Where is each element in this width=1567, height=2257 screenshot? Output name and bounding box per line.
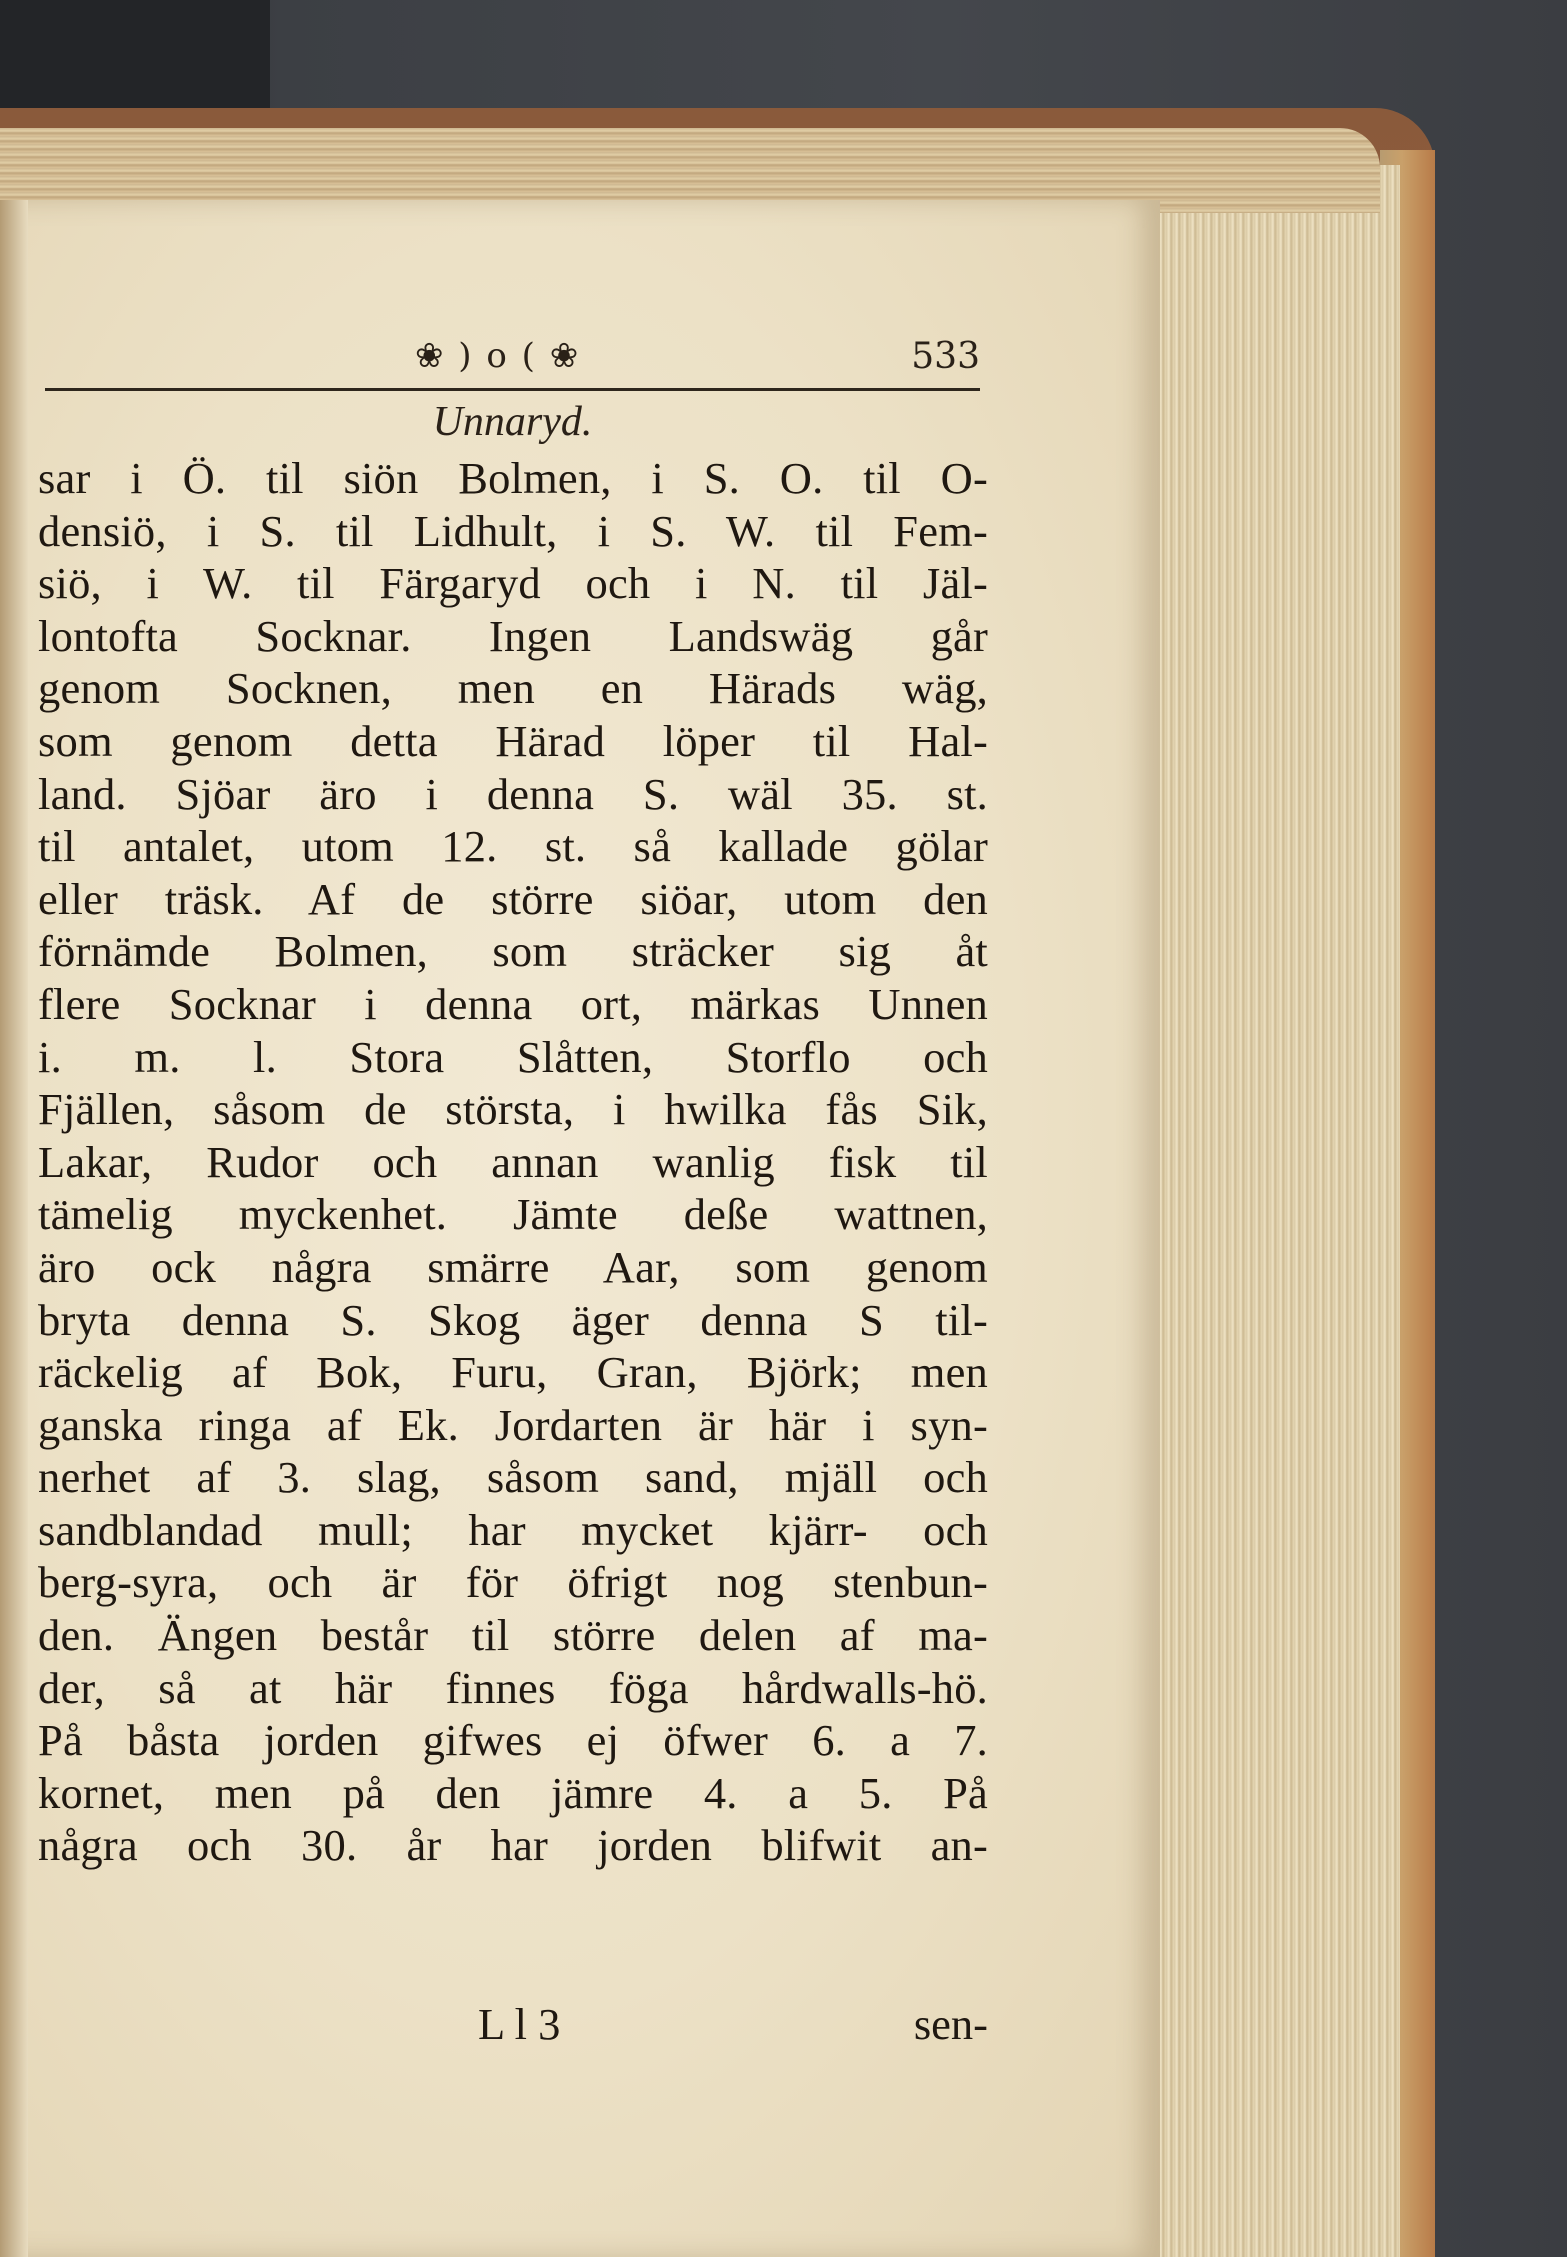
text-line: sandblandad mull; har mycket kjärr- och <box>38 1504 988 1555</box>
text-line: ganska ringa af Ek. Jordarten är här i syn- <box>38 1399 988 1450</box>
text-line: som genom detta Härad löper til Hal- <box>38 715 988 766</box>
text-line: densiö, i S. til Lidhult, i S. W. til Fem- <box>38 505 988 556</box>
text-line: några och 30. år har jorden blifwit an- <box>38 1820 988 1871</box>
text-line: i. m. l. Stora Slåtten, Storflo och <box>38 1031 988 1082</box>
text-line: sar i Ö. til siön Bolmen, i S. O. til O- <box>38 453 988 503</box>
text-line: siö, i W. til Färgaryd och i N. til Jäl- <box>38 558 988 609</box>
page-number: 533 <box>911 336 980 377</box>
text-line: tämelig myckenhet. Jämte deße wattnen, <box>38 1189 988 1240</box>
header-rule <box>45 388 980 391</box>
page-footer <box>38 1998 988 2050</box>
page-stack-edge <box>1150 165 1400 2257</box>
signature-mark: L l 3 <box>478 1999 561 2049</box>
text-line: genom Socknen, men en Härads wäg, <box>38 663 988 714</box>
text-line: der, så at här finnes föga hårdwalls-hö. <box>38 1662 988 1713</box>
text-line: lontofta Socknar. Ingen Landswäg går <box>38 610 988 661</box>
text-line: land. Sjöar äro i denna S. wäl 35. st. <box>38 768 988 819</box>
text-line: berg-syra, och är för öfrigt nog stenbun- <box>38 1557 988 1608</box>
text-line: kornet, men på den jämre 4. a 5. På <box>38 1767 988 1818</box>
header-ornament: ❀ ) o ( ❀ <box>415 336 581 376</box>
body-text <box>38 452 988 1872</box>
text-line: flere Socknar i denna ort, märkas Unnen <box>38 978 988 1029</box>
text-line: förnämde Bolmen, som sträcker sig åt <box>38 926 988 977</box>
page-header <box>45 330 980 385</box>
text-line: eller träsk. Af de större siöar, utom den <box>38 873 988 924</box>
text-line: den. Ängen består til större delen af ma- <box>38 1610 988 1661</box>
catchword: sen- <box>913 1999 988 2049</box>
running-title: Unnaryd. <box>432 399 593 445</box>
text-line: bryta denna S. Skog äger denna S til- <box>38 1294 988 1345</box>
text-line: Fjällen, såsom de största, i hwilka fås Sik, <box>38 1084 988 1135</box>
page-gutter <box>0 200 28 2257</box>
text-line: til antalet, utom 12. st. så kallade gölar <box>38 821 988 872</box>
text-line: nerhet af 3. slag, såsom sand, mjäll och <box>38 1452 988 1503</box>
text-line: räckelig af Bok, Furu, Gran, Björk; men <box>38 1347 988 1398</box>
text-line: äro ock några smärre Aar, som genom <box>38 1241 988 1292</box>
text-line: På båsta jorden gifwes ej öfwer 6. a 7. <box>38 1715 988 1766</box>
text-line: Lakar, Rudor och annan wanlig fisk til <box>38 1136 988 1187</box>
